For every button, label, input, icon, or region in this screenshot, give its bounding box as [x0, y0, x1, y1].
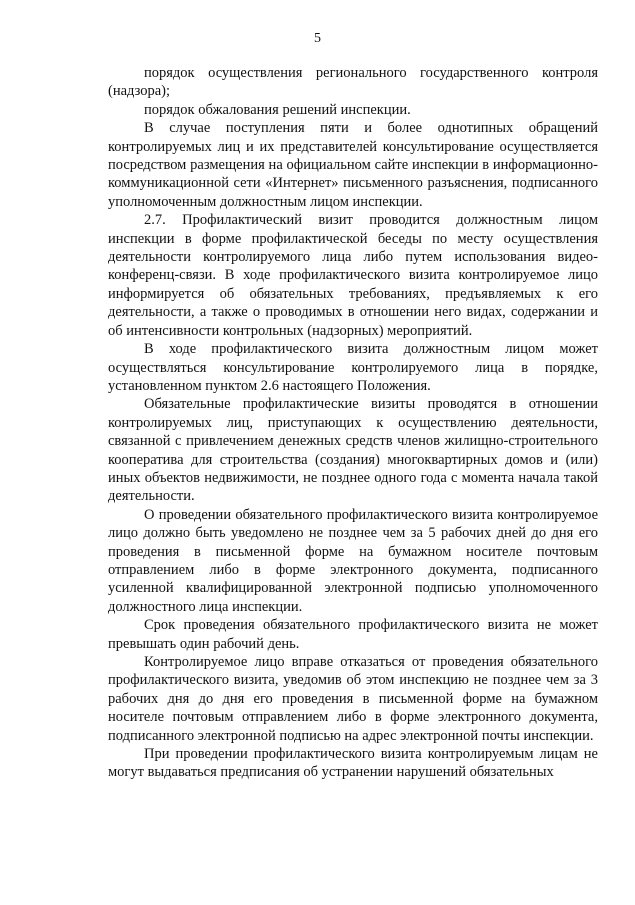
- paragraph-3: В случае поступления пяти и более однотипных обращений контролируемых лиц и их представителей консультирование осуществляется посредством размещения на официальном сайте инспекции в информационно-коммуникационной сети «Интернет» письменного разъяснения, подписанного уполномоченным должностным лицом инспекции.: [108, 120, 598, 210]
- paragraph-9: Контролируемое лицо вправе отказаться от проведения обязательного профилактического визита, уведомив об этом инспекцию не позднее чем за 3 рабочих дня до дня его проведения в письменной форме на бумажном носителе почтовым отправлением либо в форме электронного документа, подписанного электронной подписью на адрес электронной почты инспекции.: [108, 654, 598, 744]
- paragraph-5: В ходе профилактического визита должностным лицом может осуществляться консультирование контролируемого лица в порядке, установленном пунктом 2.6 настоящего Положения.: [108, 341, 598, 394]
- document-body: [108, 64, 598, 782]
- paragraph-1: порядок осуществления регионального государственного контроля (надзора);: [108, 65, 598, 100]
- paragraph-6: Обязательные профилактические визиты проводятся в отношении контролируемых лиц, приступающих к осуществлению деятельности, связанной с привлечением денежных средств членов жилищно-строительного кооператива для строительства (создания) многоквартирных домов и (или) иных объектов недвижимости, не позднее одного года с момента начала такой деятельности.: [108, 396, 598, 505]
- paragraph-2: порядок обжалования решений инспекции.: [144, 101, 411, 118]
- paragraph-4: 2.7. Профилактический визит проводится должностным лицом инспекции в форме профилактической беседы по месту осуществления деятельности контролируемого лица либо путем использования видео-конференц-связи. В ходе профилактического визита контролируемое лицо информируется об обязательных требованиях, предъявляемых к его деятельности, а также о проводимых в отношении него видах, содержании и об интенсивности контрольных (надзорных) мероприятий.: [108, 212, 598, 339]
- paragraph-10: При проведении профилактического визита контролируемым лицам не могут выдаваться предписания об устранении нарушений обязательных: [108, 746, 598, 781]
- paragraph-7: О проведении обязательного профилактического визита контролируемое лицо должно быть уведомлено не позднее чем за 5 рабочих дней до дня его проведения в письменной форме на бумажном носителе почтовым отправлением либо в форме электронного документа, подписанного усиленной квалифицированной электронной подписью уполномоченного должностного лица инспекции.: [108, 506, 598, 615]
- page-number: 5: [314, 31, 321, 46]
- paragraph-8: Срок проведения обязательного профилактического визита не может превышать один рабочий день.: [108, 617, 598, 652]
